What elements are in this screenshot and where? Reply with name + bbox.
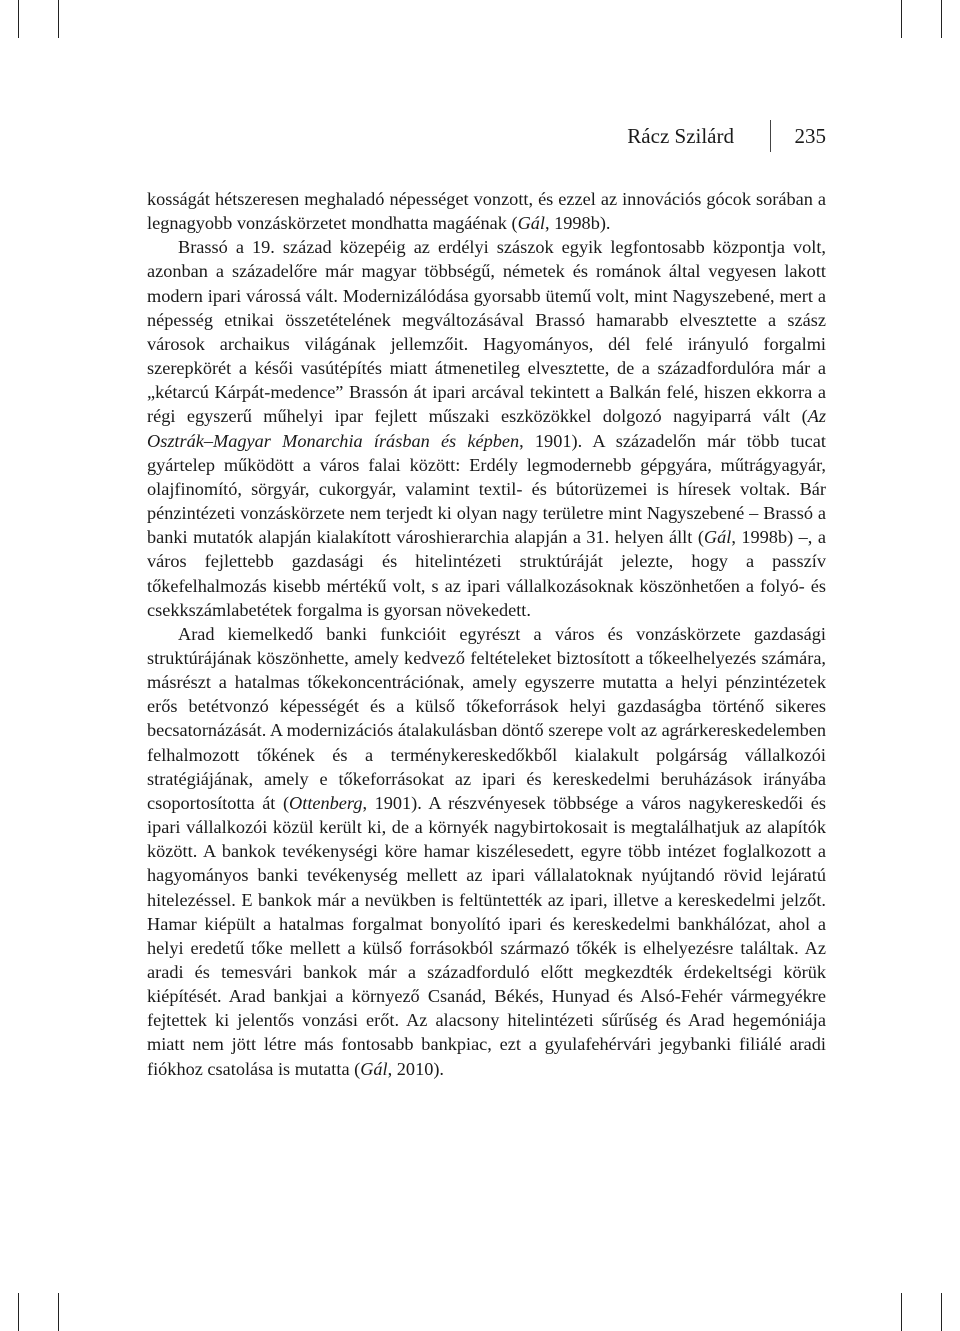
header-author: Rácz Szilárd [627, 124, 734, 148]
paragraph [147, 235, 826, 622]
text-run: , 1998b) –, a város fejlettebb gazdasági és hitelintézeti struktúráját jelezte, hogy a passzív tőkefelhalmozás kisebb mértékű volt, s az ipari vállalkozásoknak köszönhetően a folyó- és csekkszámlabetétek forgalma is gyorsan növekedett. [147, 527, 826, 620]
page-number: 235 [794, 124, 826, 148]
italic-citation: Gál [360, 1058, 388, 1079]
crop-mark [901, 0, 902, 38]
crop-mark [901, 1293, 902, 1331]
crop-mark [941, 1293, 942, 1331]
text-run: , 1998b). [544, 213, 611, 234]
crop-mark [18, 1293, 19, 1331]
italic-citation: Az Osztrák–Magyar Monarchia írásban és képben [147, 406, 826, 451]
italic-citation: Ottenberg [289, 792, 363, 813]
text-run: , 2010). [387, 1058, 445, 1079]
crop-mark [58, 0, 59, 38]
header-separator [770, 120, 771, 152]
text-run: , 1901). A részvényesek többsége a város nagykereskedői és ipari vállalkozói közül került ki, de a környék nagybirtokosait is megtalálhatjuk az alapítók között. A bankok tevékenységi köre hamar kiszélesedett, egyre több intézet foglalkozott a hagyományos banki tevékenység mellett az ipari vállalatoknak nyújtandó rövid lejáratú hitelezéssel. E bankok már a nevükben is feltüntették az ipari, illetve a kereskedelmi jelzőt. Hamar kiépült a hatalmas forgalmat bonyolító ipari és kereskedelmi bankhálózat, ahol a helyi eredetű tőke mellett a külső forrásokból származó tőkék is elhelyezésre találtak. Az aradi és temesvári bankok már a századforduló előtt megkezdték érdekeltségi körük kiépítését. Arad bankjai a környező Csanád, Békés, Hunyad és Alsó-Fehér vármegyékre fejtettek ki jelentős vonzási erőt. Az alacsony hitelintézeti sűrűség és Arad hegemóniája miatt nem jött létre más fontosabb bankpiac, ezt a gyulafehérvári jegybanki filiálé aradi fiókhoz csatolása is mutatta ( [147, 792, 826, 1079]
paragraph [147, 187, 826, 235]
body-text [147, 187, 826, 1081]
running-header [0, 122, 826, 152]
text-run: , 1901). A századelőn már több tucat gyártelep működött a város falai között: Erdély legmodernebb gépgyára, műtrágyagyár, olajfinomító, sörgyár, cukorgyár, valamint textil- és bútorüzemei is híresek voltak. Bár pénzintézeti vonzáskörzete nem terjedt ki olyan nagy területre mint Nagyszebené – Brassó a banki mutatók alapján kialakított városhierarchia alapján a 31. helyen állt ( [147, 430, 826, 548]
italic-citation: Gál [703, 527, 732, 548]
crop-mark [941, 0, 942, 38]
text-run: Arad kiemelkedő banki funkcióit egyrészt a város és vonzáskörzete gazdasági struktúrájának köszönhette, amely kedvező feltételeket biztosított a tőkeelhelyezés számára, másrészt a hatalmas tőkekoncentrációnak, amely egyszerre mutatta a helyi pénzintézetek erős betétvonzó képességét és a külső tőkeforrások helyi gazdaságba történő sikeres becsatornázását. A modernizációs átalakulásban döntő szerepe volt az agrárkereskedelemben felhalmozott tőkének és a terménykereskedőkből kialakult polgárság vállalkozói stratégiájának, amely e tőkeforrásokat az ipari és kereskedelmi beruházások irányába csoportosította át ( [147, 623, 826, 813]
crop-mark [58, 1293, 59, 1331]
crop-mark [18, 0, 19, 38]
text-run: Brassó a 19. század közepéig az erdélyi szászok egyik legfontosabb központja volt, azonban a századelőre már magyar többségű, németek és románok által vegyesen lakott modern ipari várossá vált. Modernizálódása gyorsabb ütemű volt, mint Nagyszebené, mert a népesség etnikai összetételének megváltozásával Brassó hamarabb elvesztette a szász városok archaikus világának jellemzőit. Hagyományos, dél felé irányuló forgalmi szerepkörét a késői vasútépítés miatt átmenetileg elvesztette, de a századfordulóra már a „kétarcú Kárpát-medence” Brassón át ipari arcával tekintett a Balkán felé, hiszen ekkorra a régi egyszerű műhelyi ipar fejlett műszaki eszközökkel dolgozó nagyiparrá vált ( [147, 237, 826, 427]
text-run: kosságát hétszeresen meghaladó népességet vonzott, és ezzel az innovációs gócok sorában a legnagyobb vonzáskörzetet mondhatta magáénak ( [147, 189, 826, 234]
italic-citation: Gál [517, 213, 545, 234]
paragraph [147, 622, 826, 1081]
